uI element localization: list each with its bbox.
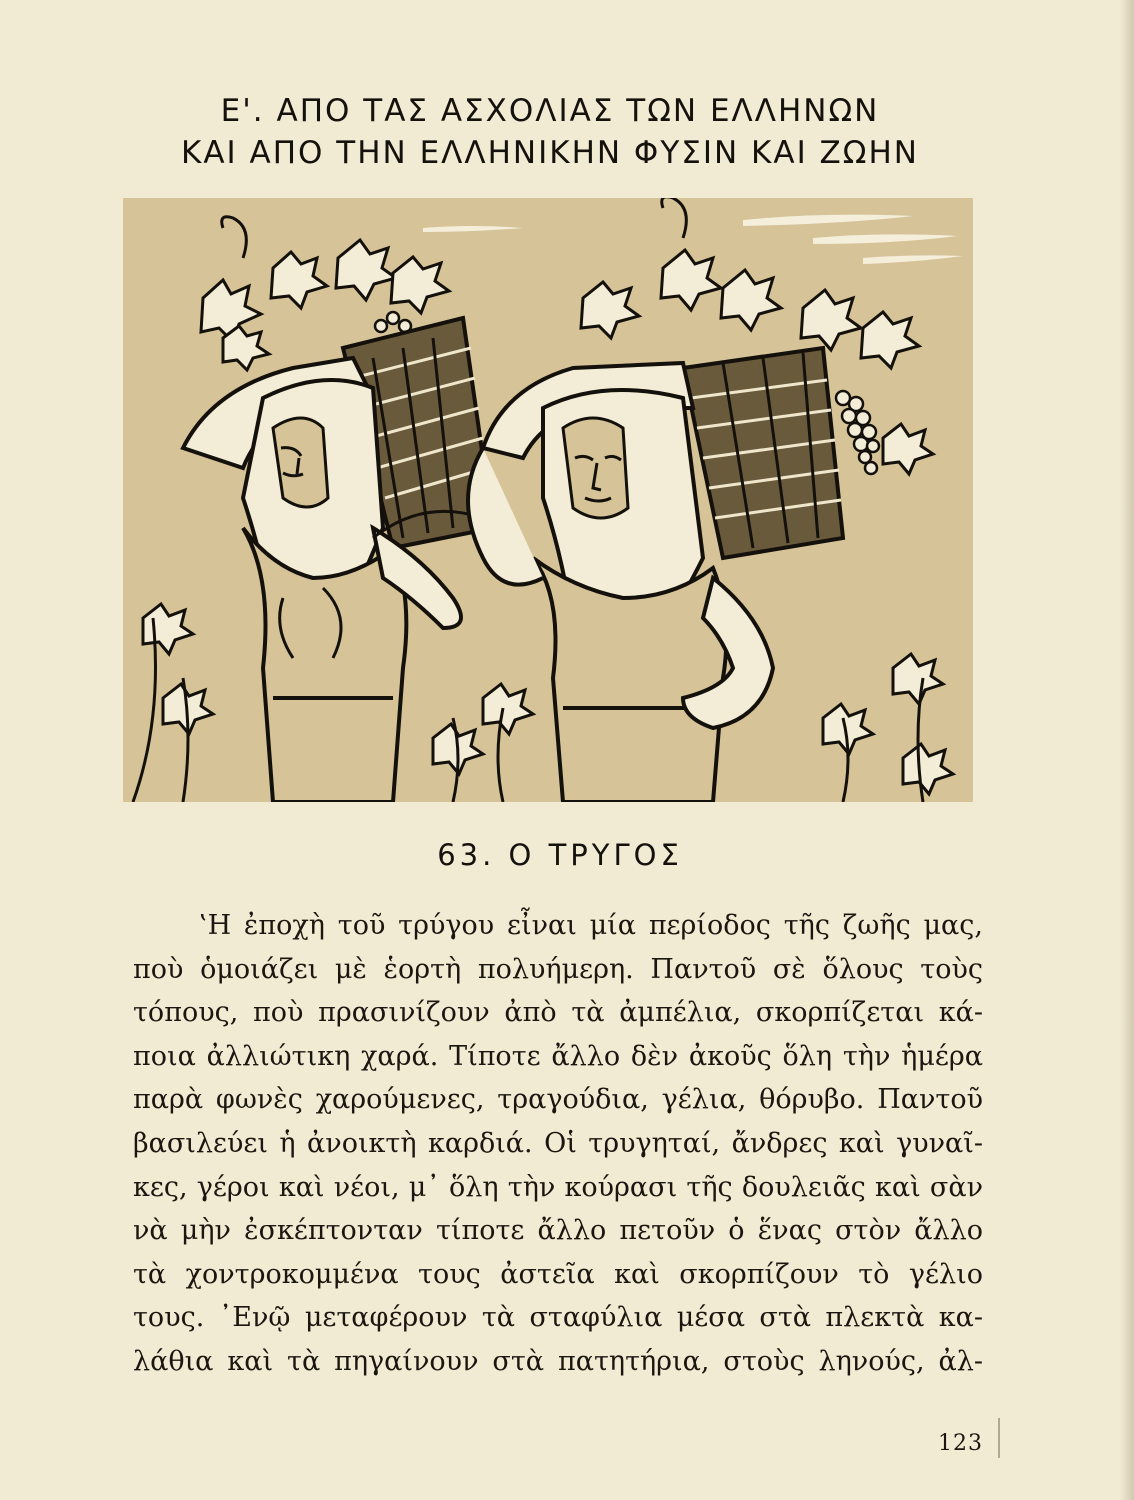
- body-line: τόπους, ποὺ πρασινίζουν ἀπὸ τὰ ἀμπέλια, σκορπίζεται κά-: [133, 997, 983, 1029]
- body-line: νὰ μὴν ἐσκέπτονταν τίποτε ἄλλο πετοῦν ὁ ἕνας στὸν ἄλλο: [133, 1215, 983, 1247]
- body-line: ‛Η ἐποχὴ τοῦ τρύγου εἶναι μία περίοδος τῆς ζωῆς μας,: [199, 910, 983, 941]
- body-line: ποὺ ὁμοιάζει μὲ ἑορτὴ πολυήμερη. Παντοῦ σὲ ὅλους τοὺς: [133, 953, 983, 985]
- body-line: τους. ᾽Ενῷ μεταφέρουν τὰ σταφύλια μέσα στὰ πλεκτὰ κα-: [133, 1302, 983, 1334]
- body-line: παρὰ φωνὲς χαρούμενες, τραγούδια, γέλια, θόρυβο. Παντοῦ: [133, 1084, 983, 1116]
- body-line: ποια ἀλλιώτικη χαρά. Τίποτε ἄλλο δὲν ἀκοῦς ὅλη τὴν ἡμέρα: [133, 1040, 983, 1072]
- section-heading: [120, 90, 980, 174]
- chapter-title: 63. Ο ΤΡΥΓΟΣ: [437, 838, 683, 872]
- right-basket: [683, 348, 843, 558]
- page-edge-mark: [998, 1418, 1000, 1458]
- grape-harvest-illustration: [123, 198, 973, 802]
- page-number: 123: [938, 1431, 983, 1456]
- body-line: λάθια καὶ τὰ πηγαίνουν στὰ πατητήρια, στοὺς ληνούς, ἀλ-: [133, 1345, 983, 1377]
- section-heading-line-1: Ε'. ΑΠΟ ΤΑΣ ΑΣΧΟΛΙΑΣ ΤΩΝ ΕΛΛΗΝΩΝ: [220, 93, 880, 129]
- body-paragraph: [133, 904, 983, 1384]
- body-line: κες, γέροι καὶ νέοι, μ᾽ ὅλη τὴν κούρασι τῆς δουλειᾶς καὶ σὰν: [133, 1171, 983, 1203]
- sky-highlights: [423, 215, 963, 264]
- section-heading-line-2: ΚΑΙ ΑΠΟ ΤΗΝ ΕΛΛΗΝΙΚΗΝ ΦΥΣΙΝ ΚΑΙ ΖΩΗΝ: [181, 135, 919, 171]
- body-line: τὰ χοντροκομμένα τους ἀστεῖα καὶ σκορπίζουν τὸ γέλιο: [133, 1258, 983, 1290]
- body-line: βασιλεύει ἡ ἀνοικτὴ καρδιά. Οἱ τρυγηταί, ἄνδρες καὶ γυναῖ-: [133, 1127, 983, 1159]
- right-grape-bunch: [836, 391, 879, 474]
